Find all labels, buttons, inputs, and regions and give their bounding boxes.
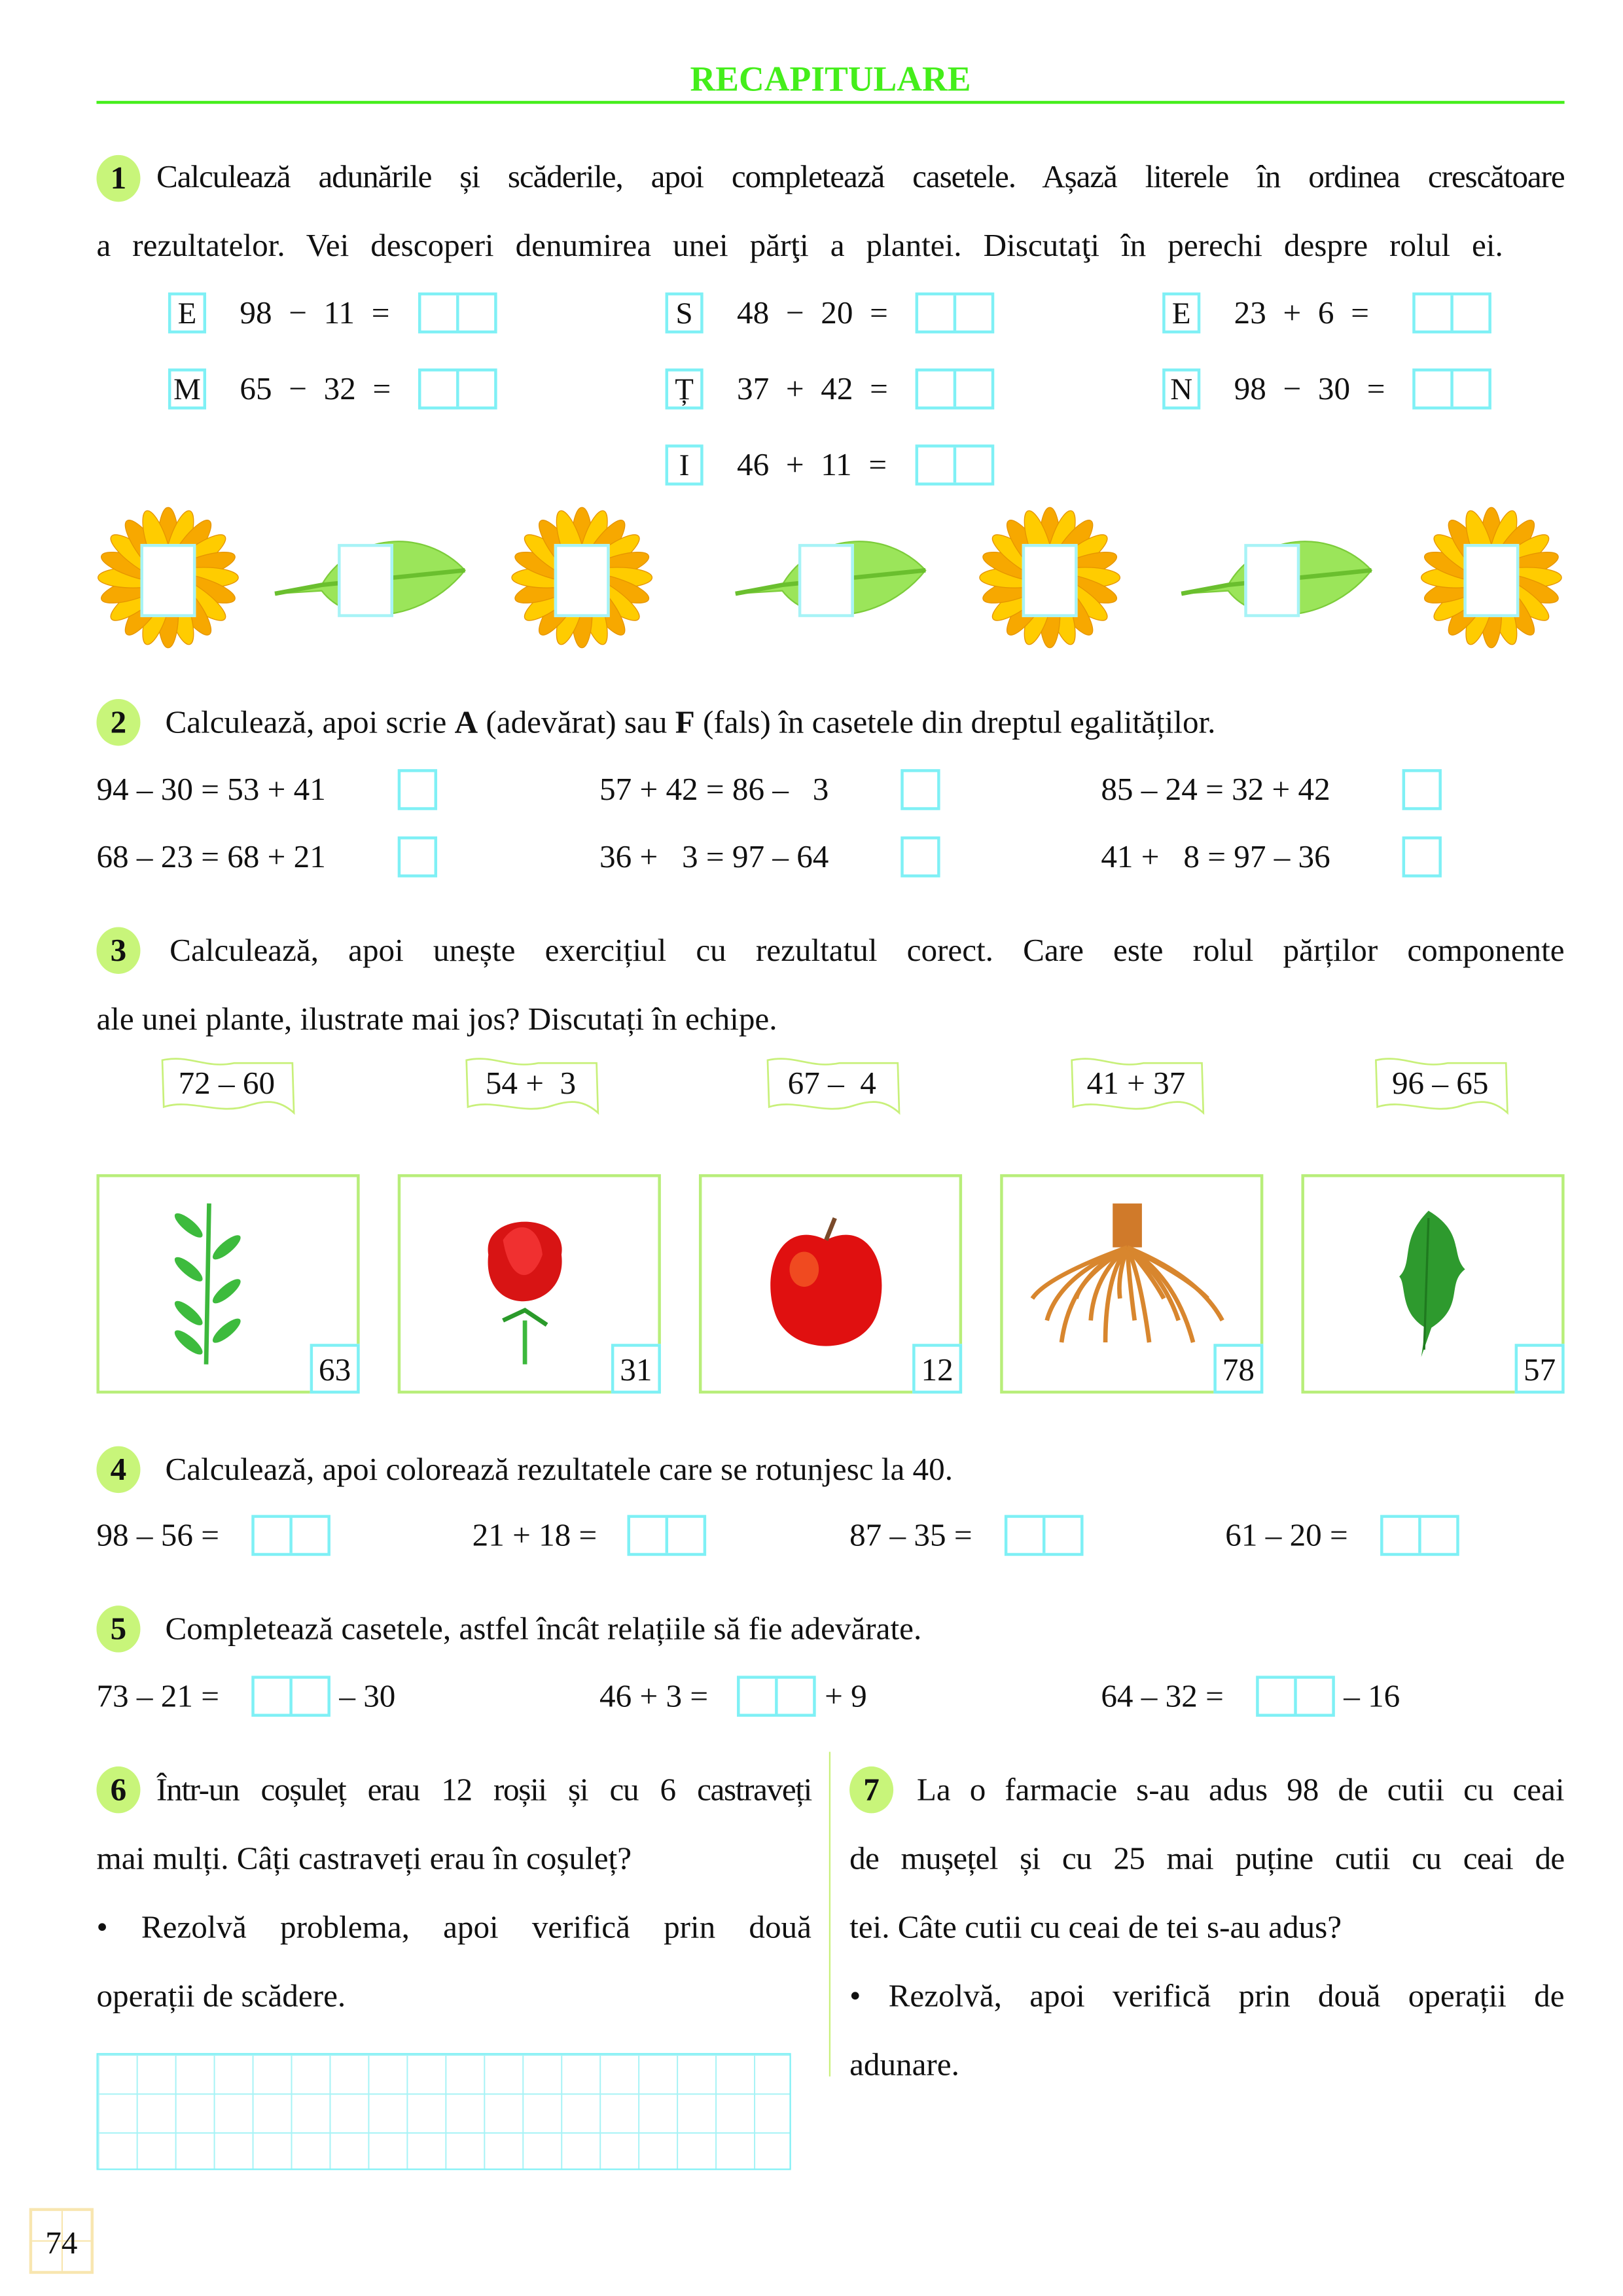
leaf-icon [1319,1189,1538,1378]
answer-digit-cell[interactable] [1383,1518,1421,1553]
answer-digit-cell[interactable] [630,1518,668,1553]
equation-left: 46 + 3 = [599,1677,709,1714]
answer-digit-cell[interactable] [1259,1679,1297,1714]
result-number[interactable]: 31 [611,1344,661,1393]
equation: 98 − 30 = [1234,370,1385,407]
picture-card [1301,1174,1564,1393]
answer-box[interactable] [916,293,995,334]
stem-icon [114,1189,333,1378]
answer-checkbox[interactable] [398,836,437,878]
tag-text: 67 – 4 [787,1064,876,1102]
answer-digit-cell[interactable] [956,295,991,331]
equation: 65 − 32 = [240,370,391,407]
exercise-5-badge: 5 [96,1605,140,1652]
answer-digit-cell[interactable] [918,448,956,483]
instruction-text: Calculează, apoi scrie [165,703,455,740]
result-number[interactable]: 57 [1515,1344,1565,1393]
expression-tag [1374,1057,1506,1109]
instruction-text: (fals) în casetele din dreptul egalităților. [694,703,1216,740]
flower-icon [416,1189,635,1378]
exercise-1-badge: 1 [96,155,140,202]
root-icon [1018,1189,1237,1378]
exercise-4-badge: 4 [96,1446,140,1493]
answer-box[interactable] [1005,1515,1084,1556]
answer-box[interactable] [1380,1515,1459,1556]
exercise-3-instruction-line-1: Calculează, apoi unește exercițiul cu rezultatul corect. Care este rolul părților componente [169,931,1565,969]
tag-text: 96 – 65 [1391,1064,1489,1102]
exercise-5-instruction: Completează casetele, astfel încât relațiile să fie adevărate. [165,1609,922,1647]
answer-box[interactable] [418,293,497,334]
picture-card [398,1174,661,1393]
result-number[interactable]: 63 [310,1344,360,1393]
expression-tag [766,1057,898,1109]
answer-checkbox[interactable] [1402,769,1442,810]
exercise-7-line-2: de mușețel și cu 25 mai puține cutii cu ceai de [849,1839,1565,1876]
letter-box: Ț [666,368,704,410]
answer-checkbox[interactable] [901,836,940,878]
answer-box[interactable] [916,368,995,410]
exercise-7-line-4: • Rezolvă, apoi verifică prin două operații de [849,1977,1565,2014]
letter-slot[interactable] [1463,544,1519,617]
answer-digit-cell[interactable] [459,295,495,331]
answer-digit-cell[interactable] [1454,295,1489,331]
expression-tag [465,1057,596,1109]
instruction-bold-a: A [454,703,478,740]
picture-card [1000,1174,1263,1393]
letter-box: E [1162,293,1200,334]
letter-slot[interactable] [140,544,196,617]
page-number [29,2208,94,2274]
letter-slot[interactable] [1022,544,1078,617]
equation: 48 − 20 = [737,294,888,331]
equality: 57 + 42 = 86 – 3 [599,770,829,808]
answer-digit-cell[interactable] [668,1518,704,1553]
exercise-3-badge: 3 [96,927,140,973]
letter-slot[interactable] [338,544,393,617]
answer-box[interactable] [627,1515,706,1556]
answer-digit-cell[interactable] [778,1679,813,1714]
answer-box[interactable] [737,1676,816,1717]
letter-box: S [666,293,704,334]
instruction-text: (adevărat) sau [478,703,675,740]
equality: 94 – 30 = 53 + 41 [96,770,326,808]
answer-digit-cell[interactable] [421,295,459,331]
equality: 68 – 23 = 68 + 21 [96,838,326,875]
equation-left: 64 – 32 = [1101,1677,1224,1714]
letter-box: E [168,293,206,334]
answer-digit-cell[interactable] [293,1518,328,1553]
answer-digit-cell[interactable] [918,371,956,406]
answer-box[interactable] [418,368,497,410]
answer-digit-cell[interactable] [293,1679,328,1714]
result-number[interactable]: 12 [912,1344,962,1393]
equation-right: – 16 [1344,1677,1400,1714]
answer-box[interactable] [251,1676,330,1717]
exercise-7-line-3: tei. Câte cutii cu ceai de tei s-au adus? [849,1908,1342,1945]
equality: 85 – 24 = 32 + 42 [1101,770,1330,808]
answer-digit-cell[interactable] [421,371,459,406]
tag-text: 54 + 3 [485,1064,577,1102]
page-number-text: 74 [45,2224,78,2261]
letter-slot[interactable] [798,544,854,617]
exercise-1-instruction-line-2: a rezultatelor. Vei descoperi denumirea unei părţi a plantei. Discutaţi în perechi despre rolul ei. [96,226,1503,264]
exercise-7-line-5: adunare. [849,2045,959,2083]
letter-box: I [666,444,704,486]
answer-box[interactable] [1412,293,1491,334]
answer-digit-cell[interactable] [1297,1679,1332,1714]
exercise-3-instruction-line-2: ale unei plante, ilustrate mai jos? Discutați în echipe. [96,1000,777,1037]
title-rule [96,101,1564,103]
exercise-2-instruction [165,704,1215,742]
letter-box: N [1162,368,1200,410]
answer-digit-cell[interactable] [255,1679,293,1714]
exercise-6-line-1: Într-un coșuleț erau 12 roșii și cu 6 castraveți [156,1770,812,1808]
equation: 98 – 56 = [96,1516,219,1553]
answer-digit-cell[interactable] [1007,1518,1045,1553]
answer-digit-cell[interactable] [1421,1518,1457,1553]
answer-checkbox[interactable] [901,769,940,810]
instruction-bold-f: F [675,703,695,740]
result-number[interactable]: 78 [1213,1344,1263,1393]
picture-card [96,1174,359,1393]
answer-digit-cell[interactable] [1416,295,1454,331]
tag-text: 41 + 37 [1086,1064,1186,1102]
letter-slot[interactable] [554,544,610,617]
exercise-7-line-1: La o farmacie s-au adus 98 de cutii cu ceai [916,1770,1565,1808]
answer-digit-cell[interactable] [459,371,495,406]
answer-digit-cell[interactable] [1045,1518,1080,1553]
expression-tag [1070,1057,1202,1109]
answer-checkbox[interactable] [398,769,437,810]
equation: 46 + 11 = [737,446,887,483]
equality: 41 + 8 = 97 – 36 [1101,838,1330,875]
answer-box[interactable] [916,444,995,486]
exercise-1-instruction-line-1: Calculează adunările și scăderile, apoi completează casetele. Așază literele în ordinea crescătoare [156,158,1565,195]
equation: 23 + 6 = [1234,294,1369,331]
answer-digit-cell[interactable] [956,371,991,406]
tag-text: 72 – 60 [178,1064,276,1102]
exercise-6-badge: 6 [96,1767,140,1813]
equation-left: 73 – 21 = [96,1677,219,1714]
column-divider [829,1752,830,2077]
answer-digit-cell[interactable] [918,295,956,331]
answer-box[interactable] [1256,1676,1335,1717]
exercise-6-line-4: operații de scădere. [96,1977,346,2014]
answer-grid[interactable] [96,2053,791,2170]
exercise-7-badge: 7 [849,1767,893,1813]
exercise-2-badge: 2 [96,699,140,745]
exercise-6-line-2: mai mulți. Câți castraveți erau în coșuleț? [96,1839,632,1876]
equation: 21 + 18 = [472,1516,597,1553]
page-title: RECAPITULARE [690,61,971,99]
equation-right: – 30 [339,1677,396,1714]
equality: 36 + 3 = 97 – 64 [599,838,829,875]
answer-digit-cell[interactable] [740,1679,778,1714]
answer-checkbox[interactable] [1402,836,1442,878]
equation-right: + 9 [825,1677,867,1714]
expression-tag [161,1057,293,1109]
equation: 37 + 42 = [737,370,888,407]
equation: 87 – 35 = [849,1516,972,1553]
answer-digit-cell[interactable] [255,1518,293,1553]
picture-card [699,1174,962,1393]
answer-box[interactable] [1412,368,1491,410]
letter-slot[interactable] [1244,544,1300,617]
answer-digit-cell[interactable] [956,448,991,483]
answer-box[interactable] [251,1515,330,1556]
fruit-icon [717,1189,936,1378]
equation: 61 – 20 = [1225,1516,1348,1553]
exercise-6-line-3: • Rezolvă problema, apoi verifică prin două [96,1908,812,1945]
equation: 98 − 11 = [240,294,390,331]
answer-digit-cell[interactable] [1454,371,1489,406]
exercise-4-instruction: Calculează, apoi colorează rezultatele care se rotunjesc la 40. [165,1450,954,1488]
answer-digit-cell[interactable] [1416,371,1454,406]
letter-box: M [168,368,206,410]
